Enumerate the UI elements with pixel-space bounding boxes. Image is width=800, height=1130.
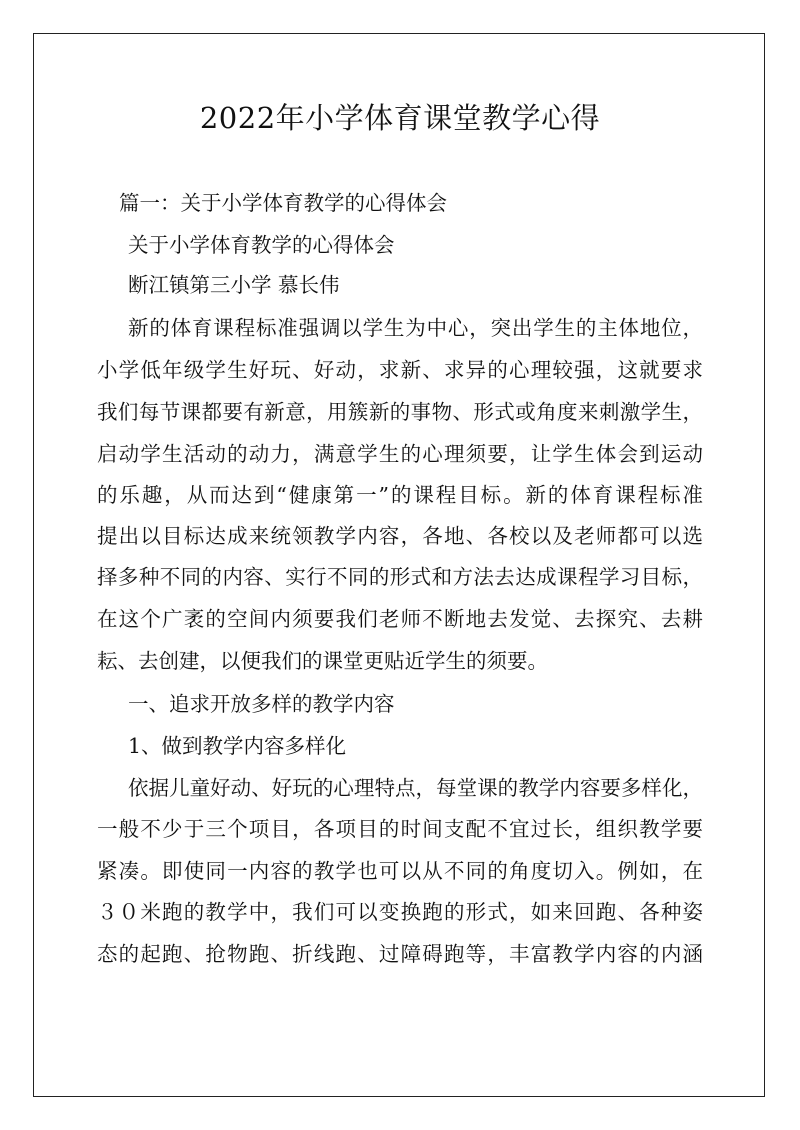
document-title: 2022年小学体育课堂教学心得 [199, 101, 601, 135]
paragraph1-line: 我们每节课都要有新意，用簇新的事物、形式或角度来刺激学生， [97, 400, 703, 424]
paragraph2-line: 态的起跑、抢物跑、折线跑、过障碍跑等，丰富教学内容的内涵 [97, 942, 703, 966]
heading-1: 一、追求开放多样的教学内容 [128, 692, 395, 716]
paragraph2-line: 紧凑。即使同一内容的教学也可以从不同的角度切入。例如，在 [97, 859, 703, 883]
heading-1-1: 1、做到教学内容多样化 [128, 734, 347, 758]
paragraph1-line: 提出以目标达成来统领教学内容，各地、各校以及老师都可以选 [97, 524, 703, 548]
paragraph2-line: ３０米跑的教学中，我们可以变换跑的形式，如来回跑、各种姿 [97, 900, 703, 924]
paragraph2-line: 依据儿童好动、好玩的心理特点，每堂课的教学内容要多样化， [128, 776, 703, 800]
paragraph1-line: 择多种不同的内容、实行不同的形式和方法去达成课程学习目标， [97, 565, 703, 589]
paragraph1-line: 新的体育课程标准强调以学生为中心，突出学生的主体地位， [128, 316, 703, 340]
paragraph1-line: 在这个广袤的空间内须要我们老师不断地去发觉、去探究、去耕 [97, 607, 703, 631]
paragraph1-line: 小学低年级学生好玩、好动，求新、求异的心理较强，这就要求 [97, 358, 703, 382]
subtitle: 关于小学体育教学的心得体会 [128, 233, 395, 257]
paragraph1-line: 启动学生活动的动力，满意学生的心理须要，让学生体会到运动 [97, 442, 703, 466]
author-line: 断江镇第三小学 慕长伟 [128, 273, 340, 297]
paragraph1-line: 的乐趣，从而达到“健康第一”的课程目标。新的体育课程标准 [97, 483, 703, 507]
paragraph1-line: 耘、去创建，以便我们的课堂更贴近学生的须要。 [97, 649, 548, 673]
paragraph2-line: 一般不少于三个项目，各项目的时间支配不宜过长，组织教学要 [97, 817, 703, 841]
section-heading: 篇一：关于小学体育教学的心得体会 [119, 191, 447, 215]
